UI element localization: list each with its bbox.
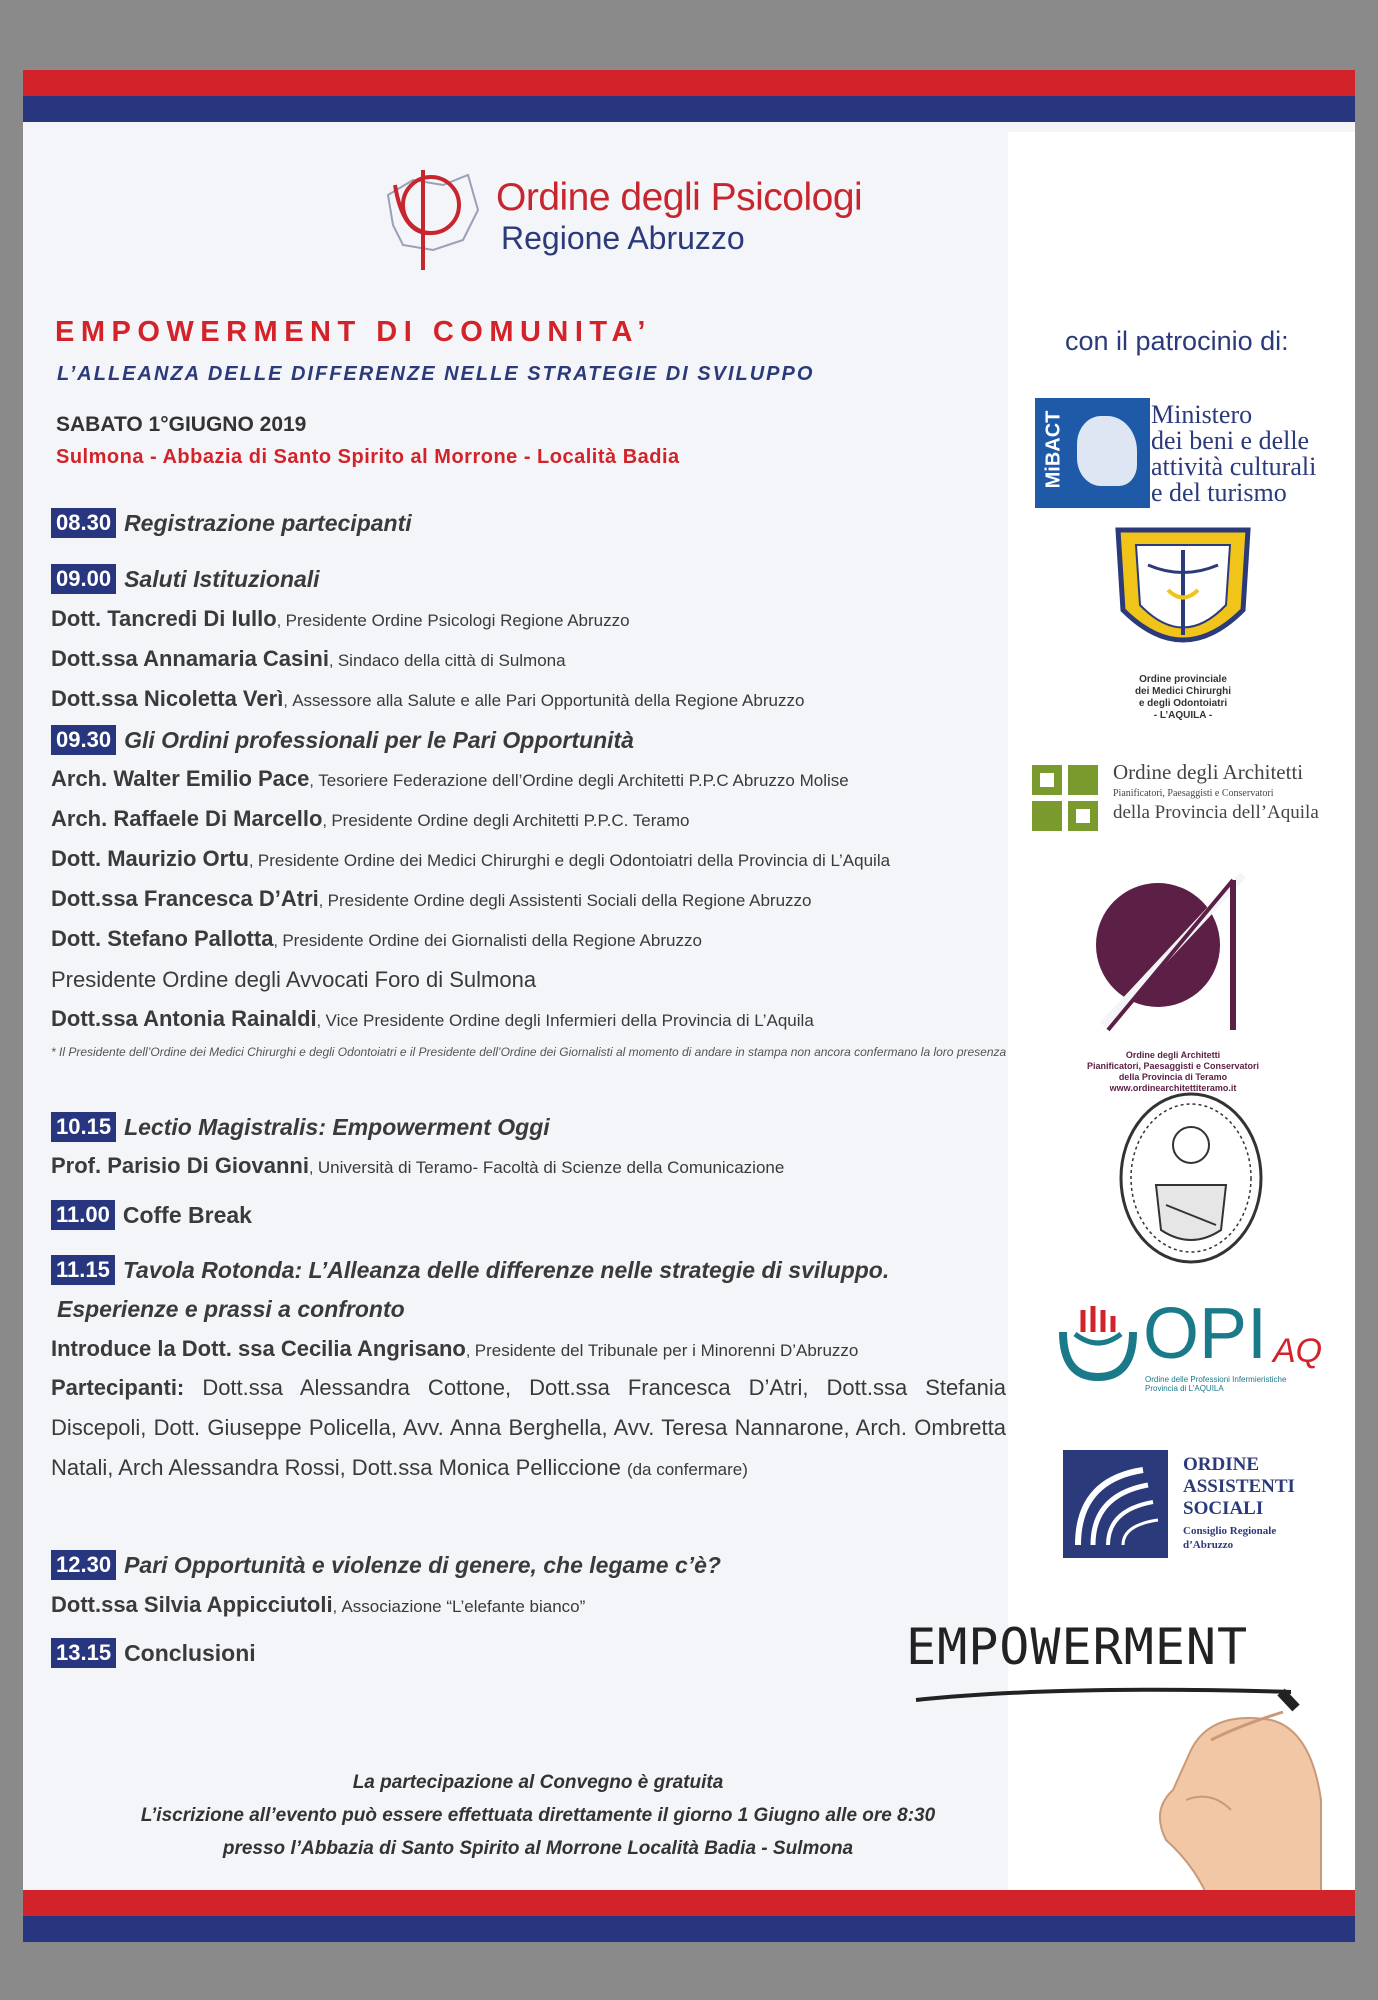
session-title: Conclusioni [124, 1639, 256, 1666]
session-1015 [51, 1112, 550, 1142]
session-title: Tavola Rotonda: L’Alleanza delle differenze nelle strategie di sviluppo. [122, 1256, 890, 1283]
org-subtitle: Regione Abruzzo [501, 220, 745, 256]
psicologi-logo-icon [373, 155, 493, 275]
session-title: Saluti Istituzionali [124, 565, 320, 592]
session-title: Pari Opportunità e violenze di genere, che legame c’è? [124, 1551, 721, 1578]
speaker: Introduce la Dott. ssa Cecilia Angrisano, Presidente del Tribunale per i Minorenni D’Abruzzo [51, 1336, 859, 1361]
speaker: Dott. Tancredi Di Iullo, Presidente Ordine Psicologi Regione Abruzzo [51, 606, 630, 631]
bottom-red-band [23, 1890, 1355, 1916]
time-badge: 12.30 [51, 1550, 116, 1580]
availability-note: * Il Presidente dell’Ordine dei Medici Chirurghi e degli Odontoiatri e il Presidente dell’Ordine dei Giornalisti al momento di andare in stampa non ancora confermano la loro presenza [51, 1045, 1007, 1059]
speaker: Prof. Parisio Di Giovanni, Università di Teramo- Facoltà di Scienze della Comunicazione [51, 1153, 785, 1178]
org-title: Ordine degli Psicologi [496, 176, 863, 219]
bottom-blue-band [23, 1916, 1355, 1942]
participants: Partecipanti: Dott.ssa Alessandra Cottone, Dott.ssa Francesca D’Atri, Dott.ssa Stefania Discepoli, Dott. Giuseppe Policella, Avv. Anna Berghella, Avv. Teresa Nannarone, Arch. Ombretta Natali, Arch Alessandra Rossi, Dott.ssa Monica Pelliccione (da confermare) [51, 1375, 1006, 1480]
architetti-aq-name: Ordine degli Architetti Pianificatori, Paesaggisti e Conservatori della Provincia dell’Aquila [1113, 760, 1319, 823]
time-badge: 10.15 [51, 1112, 116, 1142]
speaker: Dott.ssa Nicoletta Verì, Assessore alla Salute e alle Pari Opportunità della Regione Abruzzo [51, 686, 805, 711]
session-title: Coffe Break [122, 1201, 252, 1228]
assistenti-sociali-name: ORDINE ASSISTENTI SOCIALI Consiglio Regionale d’Abruzzo [1183, 1454, 1295, 1551]
mibact-logo-icon: MiBACT [1035, 398, 1150, 508]
speaker: Dott.ssa Francesca D’Atri, Presidente Ordine degli Assistenti Sociali della Regione Abruzzo [51, 886, 812, 911]
opi-subtitle: Ordine delle Professioni Infermieristiche Provincia di L’AQUILA [1145, 1375, 1287, 1393]
time-badge: 08.30 [51, 508, 116, 538]
speaker: Presidente Ordine degli Avvocati Foro di Sulmona [51, 967, 537, 992]
session-title: Gli Ordini professionali per le Pari Opportunità [124, 726, 634, 753]
session-1100 [51, 1200, 252, 1230]
time-badge: 11.15 [51, 1255, 115, 1285]
session-0900 [51, 564, 320, 594]
top-red-band [23, 70, 1355, 96]
architetti-aq-logo-icon [1030, 763, 1100, 833]
speaker: Arch. Raffaele Di Marcello, Presidente Ordine degli Architetti P.P.C. Teramo [51, 806, 690, 831]
time-badge: 09.00 [51, 564, 116, 594]
speaker: Dott.ssa Annamaria Casini, Sindaco della città di Sulmona [51, 646, 566, 671]
architetti-te-logo-icon [1083, 865, 1263, 1045]
event-place: Sulmona - Abbazia di Santo Spirito al Morrone - Località Badia [56, 446, 680, 468]
time-badge: 09.30 [51, 725, 116, 755]
patronage-label: con il patrocinio di: [1065, 326, 1289, 356]
empowerment-handwriting: EMPOWERMENT [906, 1618, 1249, 1676]
poster [23, 70, 1355, 1942]
time-badge: 13.15 [51, 1638, 116, 1668]
mibact-name: Ministero dei beni e delle attività culturali e del turismo [1151, 400, 1317, 507]
event-date: SABATO 1°GIUGNO 2019 [56, 413, 307, 436]
session-title-2: Esperienze e prassi a confronto [57, 1296, 405, 1322]
event-title: EMPOWERMENT DI COMUNITA’ [55, 316, 652, 348]
opi-suffix: AQ [1273, 1332, 1323, 1370]
session-title: Registrazione partecipanti [124, 509, 412, 536]
event-subtitle: L’ALLEANZA DELLE DIFFERENZE NELLE STRATEGIE DI SVILUPPO [57, 363, 815, 385]
speaker: Dott. Stefano Pallotta, Presidente Ordine dei Giornalisti della Regione Abruzzo [51, 926, 702, 951]
speaker: Dott. Maurizio Ortu, Presidente Ordine dei Medici Chirurghi e degli Odontoiatri della Provincia di L’Aquila [51, 846, 891, 871]
speaker: Dott.ssa Silvia Appicciutoli, Associazione “L’elefante bianco” [51, 1592, 586, 1617]
time-badge: 11.00 [51, 1200, 115, 1230]
session-1315 [51, 1638, 256, 1668]
medici-name: Ordine provinciale dei Medici Chirurghi e degli Odontoiatri - L’AQUILA - [1134, 674, 1232, 721]
footer-info: La partecipazione al Convegno è gratuita L’iscrizione all’evento può essere effettuata direttamente il giorno 1 Giugno alle ore 8:30 presso l’Abbazia di Santo Spirito al Morrone Località Badia - Sulmona [140, 1772, 936, 1859]
opi-name: OPI [1143, 1294, 1268, 1374]
top-blue-band [23, 96, 1355, 122]
assistenti-sociali-logo-icon [1063, 1450, 1168, 1558]
session-1230 [51, 1550, 721, 1580]
session-1115 [51, 1255, 889, 1285]
speaker: Dott.ssa Antonia Rainaldi, Vice Presidente Ordine degli Infermieri della Provincia di L’Aquila [51, 1006, 814, 1031]
session-title: Lectio Magistralis: Empowerment Oggi [124, 1113, 550, 1140]
session-0930 [51, 725, 634, 755]
opi-logo-icon [1053, 1302, 1143, 1382]
avvocati-seal-icon [1116, 1090, 1266, 1265]
speaker: Arch. Walter Emilio Pace, Tesoriere Federazione dell’Ordine degli Architetti P.P.C Abruzzo Molise [51, 766, 849, 791]
session-0830 [51, 508, 412, 538]
medici-shield-icon [1108, 520, 1258, 670]
architetti-te-name: Ordine degli Architetti Pianificatori, Paesaggisti e Conservatori della Provincia di Teramo www.ordinearchitettiteramo.it [1086, 1050, 1260, 1093]
